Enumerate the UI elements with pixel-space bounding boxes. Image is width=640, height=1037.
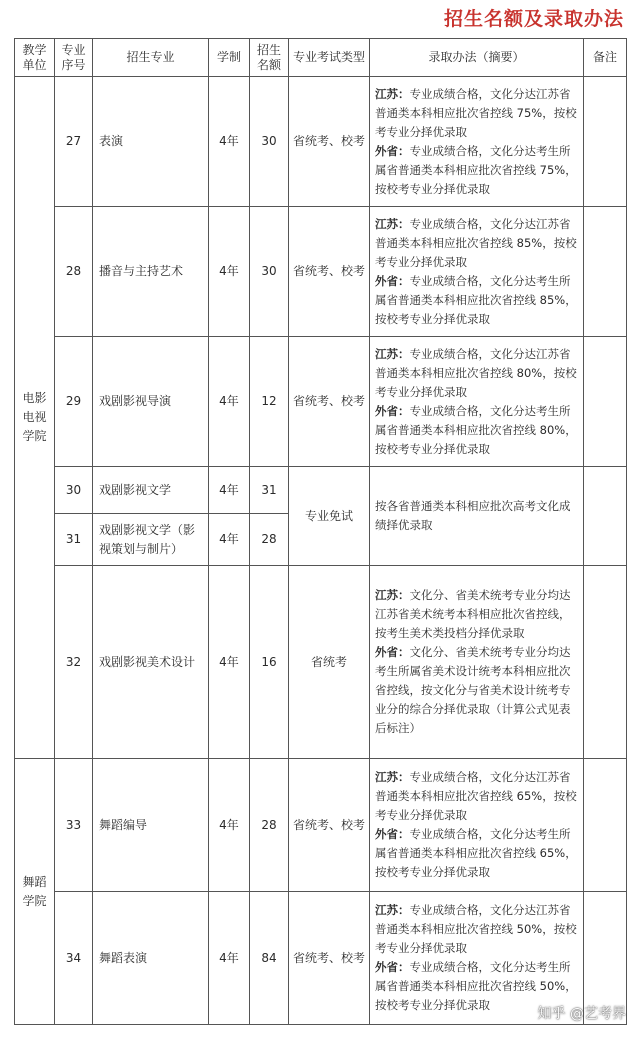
cell-seq: 34 [55, 892, 93, 1025]
cell-major: 戏剧影视文学 [93, 467, 209, 514]
method-js-text: 专业成绩合格，文化分达江苏省普通类本科相应批次省控线 85%，按校考专业分择优录取 [375, 216, 577, 269]
cell-years: 4年 [209, 207, 250, 337]
table-row [15, 77, 627, 207]
method-js-text: 专业成绩合格，文化分达江苏省普通类本科相应批次省控线 50%，按校考专业分择优录取 [375, 903, 577, 955]
table-row [15, 337, 627, 467]
cell-major: 戏剧影视文学（影视策划与制片） [93, 514, 209, 566]
header-years: 学制 [209, 39, 250, 77]
cell-note [584, 207, 627, 337]
method-other-text: 专业成绩合格，文化分达考生所属省普通类本科相应批次省控线 50%，按校考专业分择优录取 [375, 960, 577, 1012]
method-other-text: 专业成绩合格，文化分达考生所属省普通类本科相应批次省控线 85%，按校考专业分择优录取 [375, 273, 577, 326]
method-other-text: 专业成绩合格，文化分达考生所属省普通类本科相应批次省控线 75%，按校考专业分择优录取 [375, 143, 577, 196]
cell-major: 戏剧影视美术设计 [93, 566, 209, 759]
table-row [15, 207, 627, 337]
admission-table [14, 38, 627, 1025]
cell-exam-type: 省统考 [289, 566, 370, 759]
cell-method [370, 337, 584, 467]
cell-years: 4年 [209, 892, 250, 1025]
method-js-text: 文化分、省美术统考专业分均达江苏省美术统考本科相应批次省控线，按考生美术类投档分择优录取 [375, 588, 571, 640]
cell-major: 表演 [93, 77, 209, 207]
cell-note [584, 467, 627, 566]
method-other-label: 外省： [375, 960, 410, 974]
cell-seq: 30 [55, 467, 93, 514]
method-js-label: 江苏： [375, 903, 410, 917]
method-js-label: 江苏： [375, 588, 410, 602]
cell-major: 舞蹈编导 [93, 759, 209, 892]
header-seq: 专业序号 [55, 39, 93, 77]
cell-quota: 16 [250, 566, 289, 759]
cell-method [370, 207, 584, 337]
method-js-label: 江苏： [375, 346, 410, 361]
header-method: 录取办法（摘要） [370, 39, 584, 77]
cell-major: 戏剧影视导演 [93, 337, 209, 467]
cell-quota: 28 [250, 514, 289, 566]
method-other-text: 专业成绩合格，文化分达考生所属省普通类本科相应批次省控线 65%，按校考专业分择优录取 [375, 827, 577, 879]
cell-major: 舞蹈表演 [93, 892, 209, 1025]
cell-quota: 28 [250, 759, 289, 892]
cell-method [370, 759, 584, 892]
method-other-label: 外省： [375, 273, 410, 288]
cell-seq: 29 [55, 337, 93, 467]
cell-method-merged: 按各省普通类本科相应批次高考文化成绩择优录取 [370, 467, 584, 566]
document-title: 招生名额及录取办法 [443, 8, 624, 30]
unit-film [15, 77, 55, 759]
table-row [15, 759, 627, 892]
cell-note [584, 337, 627, 467]
cell-quota: 30 [250, 77, 289, 207]
method-other-text: 文化分、省美术统考专业分均达考生所属省美术设计统考本科相应批次省控线，按文化分与省美术设计统考专业分的综合分择优录取（计算公式见表后标注） [375, 645, 571, 735]
cell-exam-type: 省统考、校考 [289, 892, 370, 1025]
header-unit: 教学单位 [15, 39, 55, 77]
cell-exam-type-merged: 专业免试 [289, 467, 370, 566]
cell-method [370, 566, 584, 759]
table-header-row [15, 39, 627, 77]
cell-years: 4年 [209, 337, 250, 467]
unit-dance [15, 759, 55, 1025]
method-js-label: 江苏： [375, 770, 410, 784]
table-row [15, 892, 627, 1025]
method-js-text: 专业成绩合格，文化分达江苏省普通类本科相应批次省控线 75%，按校考专业分择优录取 [375, 86, 577, 139]
table-row [15, 467, 627, 514]
method-other-text: 专业成绩合格，文化分达考生所属省普通类本科相应批次省控线 80%，按校考专业分择优录取 [375, 403, 577, 456]
cell-years: 4年 [209, 759, 250, 892]
cell-method [370, 77, 584, 207]
cell-seq: 31 [55, 514, 93, 566]
cell-seq: 28 [55, 207, 93, 337]
cell-seq: 32 [55, 566, 93, 759]
cell-years: 4年 [209, 566, 250, 759]
method-js-text: 专业成绩合格，文化分达江苏省普通类本科相应批次省控线 80%，按校考专业分择优录取 [375, 346, 577, 399]
header-major: 招生专业 [93, 39, 209, 77]
page-header [0, 0, 640, 38]
cell-exam-type: 省统考、校考 [289, 759, 370, 892]
cell-years: 4年 [209, 514, 250, 566]
method-other-label: 外省： [375, 645, 410, 659]
cell-note [584, 77, 627, 207]
method-other-label: 外省： [375, 143, 410, 158]
unit-label: 舞蹈学院 [22, 874, 47, 908]
cell-quota: 84 [250, 892, 289, 1025]
cell-quota: 30 [250, 207, 289, 337]
method-js-text: 专业成绩合格，文化分达江苏省普通类本科相应批次省控线 65%，按校考专业分择优录取 [375, 770, 577, 822]
cell-exam-type: 省统考、校考 [289, 207, 370, 337]
cell-exam-type: 省统考、校考 [289, 337, 370, 467]
table-row [15, 566, 627, 759]
method-other-label: 外省： [375, 827, 410, 841]
cell-years: 4年 [209, 77, 250, 207]
cell-years: 4年 [209, 467, 250, 514]
cell-quota: 12 [250, 337, 289, 467]
cell-seq: 33 [55, 759, 93, 892]
cell-note [584, 759, 627, 892]
header-exam-type: 专业考试类型 [289, 39, 370, 77]
header-note: 备注 [584, 39, 627, 77]
unit-label: 电影电视学院 [22, 391, 47, 443]
cell-note [584, 566, 627, 759]
cell-major: 播音与主持艺术 [93, 207, 209, 337]
method-js-label: 江苏： [375, 86, 410, 101]
header-quota: 招生名额 [250, 39, 289, 77]
cell-seq: 27 [55, 77, 93, 207]
method-other-label: 外省： [375, 403, 410, 418]
watermark: 知乎 @艺考界 [537, 1006, 626, 1022]
method-js-label: 江苏： [375, 216, 410, 231]
cell-quota: 31 [250, 467, 289, 514]
cell-exam-type: 省统考、校考 [289, 77, 370, 207]
